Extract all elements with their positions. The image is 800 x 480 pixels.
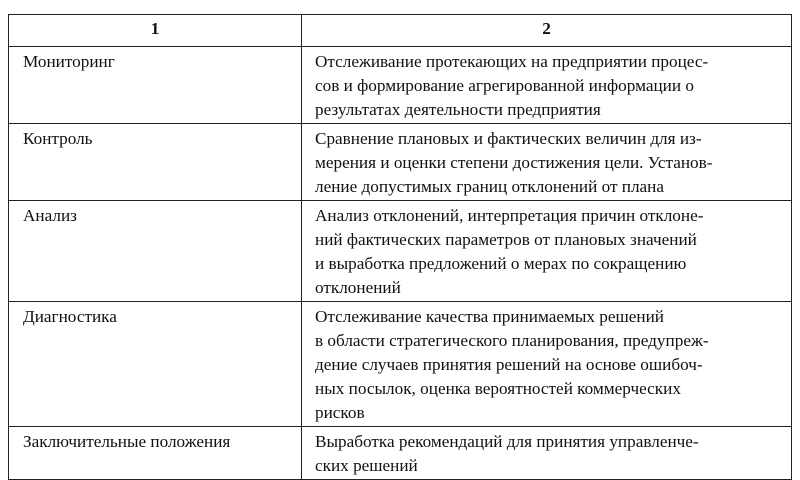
description-line: Сравнение плановых и фактических величин для из- — [315, 129, 702, 148]
column-header-2: 2 — [302, 15, 792, 47]
column-header-1: 1 — [9, 15, 302, 47]
term-cell: Заключительные положения — [9, 427, 302, 480]
description-cell — [302, 124, 792, 201]
description-line: в области стратегического планирования, предупреж- — [315, 331, 709, 350]
description-line: ных посылок, оценка вероятностей коммерческих — [315, 379, 681, 398]
description-line: Выработка рекомендаций для принятия управленче- — [315, 432, 699, 451]
table-row-diagnostics — [9, 302, 792, 427]
description-line: Отслеживание протекающих на предприятии процес- — [315, 52, 709, 71]
term-cell: Анализ — [9, 201, 302, 302]
term-cell: Мониторинг — [9, 47, 302, 124]
description-line: сов и формирование агрегированной информации о — [315, 76, 694, 95]
header-row — [9, 15, 792, 47]
description-line: рисков — [315, 403, 365, 422]
description-line: ских решений — [315, 456, 418, 475]
description-line: дение случаев принятия решений на основе ошибоч- — [315, 355, 703, 374]
description-cell — [302, 427, 792, 480]
functions-table — [8, 14, 792, 480]
description-line: отклонений — [315, 278, 401, 297]
description-line: Анализ отклонений, интерпретация причин отклоне- — [315, 206, 704, 225]
table-row-monitoring — [9, 47, 792, 124]
description-line: Отслеживание качества принимаемых решений — [315, 307, 664, 326]
description-line: мерения и оценки степени достижения цели. Установ- — [315, 153, 713, 172]
description-cell — [302, 201, 792, 302]
table-row-control — [9, 124, 792, 201]
description-line: ление допустимых границ отклонений от плана — [315, 177, 664, 196]
table-row-final-provisions — [9, 427, 792, 480]
description-line: и выработка предложений о мерах по сокращению — [315, 254, 687, 273]
description-line: результатах деятельности предприятия — [315, 100, 601, 119]
description-cell — [302, 47, 792, 124]
description-line: ний фактических параметров от плановых значений — [315, 230, 697, 249]
table-row-analysis — [9, 201, 792, 302]
term-cell: Диагностика — [9, 302, 302, 427]
description-cell — [302, 302, 792, 427]
term-cell: Контроль — [9, 124, 302, 201]
